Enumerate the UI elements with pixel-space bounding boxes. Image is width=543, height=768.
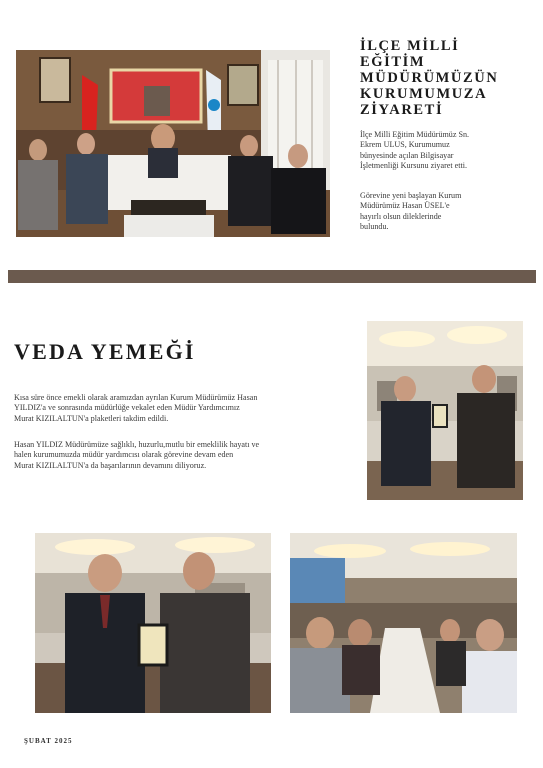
text-line: Hasan YILDIZ Müdürümüze sağlıklı, huzurlu,mutlu bir emeklilik hayatı ve xyxy=(14,440,260,449)
photo-farewell-dinner xyxy=(290,533,517,713)
text-line: Müdürümüz Hasan ÜSEL'e xyxy=(360,201,450,211)
text-line: bünyesinde açılan Bilgisayar xyxy=(360,150,454,160)
article1-paragraph-2 xyxy=(360,191,530,232)
article1-paragraph-1 xyxy=(360,130,530,171)
article2-paragraph-1 xyxy=(14,393,359,424)
section-divider xyxy=(8,270,536,283)
text-line: Kısa süre önce emekli olarak aramızdan ayrılan Kurum Müdürümüz Hasan xyxy=(14,393,258,402)
text-line: İlçe Milli Eğitim Müdürümüz Sn. xyxy=(360,130,470,139)
footer-date: ŞUBAT 2025 xyxy=(24,737,73,745)
article1-title-line: ZİYARETİ xyxy=(360,102,444,118)
text-line: bulundu. xyxy=(360,221,389,231)
text-line: Murat KIZILALTUN'a da başarılarının devamını diliyoruz. xyxy=(14,460,207,470)
text-line: halen kurumumuzda müdür yardımcısı olarak görevine devam eden xyxy=(14,450,234,460)
photo-plaque-presentation-1 xyxy=(367,321,523,500)
text-line: hayırlı olsun dileklerinde xyxy=(360,211,442,221)
text-line: Ekrem ULUS, Kurumumuz xyxy=(360,140,450,150)
article1-title-line: MÜDÜRÜMÜZÜN xyxy=(360,70,499,86)
article2-paragraph-2 xyxy=(14,440,359,471)
article1-title-line: İLÇE MİLLİ xyxy=(360,38,460,54)
article2-title: VEDA YEMEĞİ xyxy=(14,339,196,364)
text-line: YILDIZ'a ve sonrasında müdürlüğe vekalet eden Müdür Yardımcımız xyxy=(14,403,240,413)
text-line: İşletmenliği Kursunu ziyaret etti. xyxy=(360,160,467,170)
text-line: Murat KIZILALTUN'a plaketleri takdim edildi. xyxy=(14,413,169,423)
article1-title-line: KURUMUMUZA xyxy=(360,86,488,102)
photo-office-visit xyxy=(16,50,330,237)
photo-plaque-presentation-2 xyxy=(35,533,271,713)
article1-title-line: EĞİTİM xyxy=(360,54,426,70)
text-line: Görevine yeni başlayan Kurum xyxy=(360,191,462,200)
article1-title xyxy=(360,38,535,118)
